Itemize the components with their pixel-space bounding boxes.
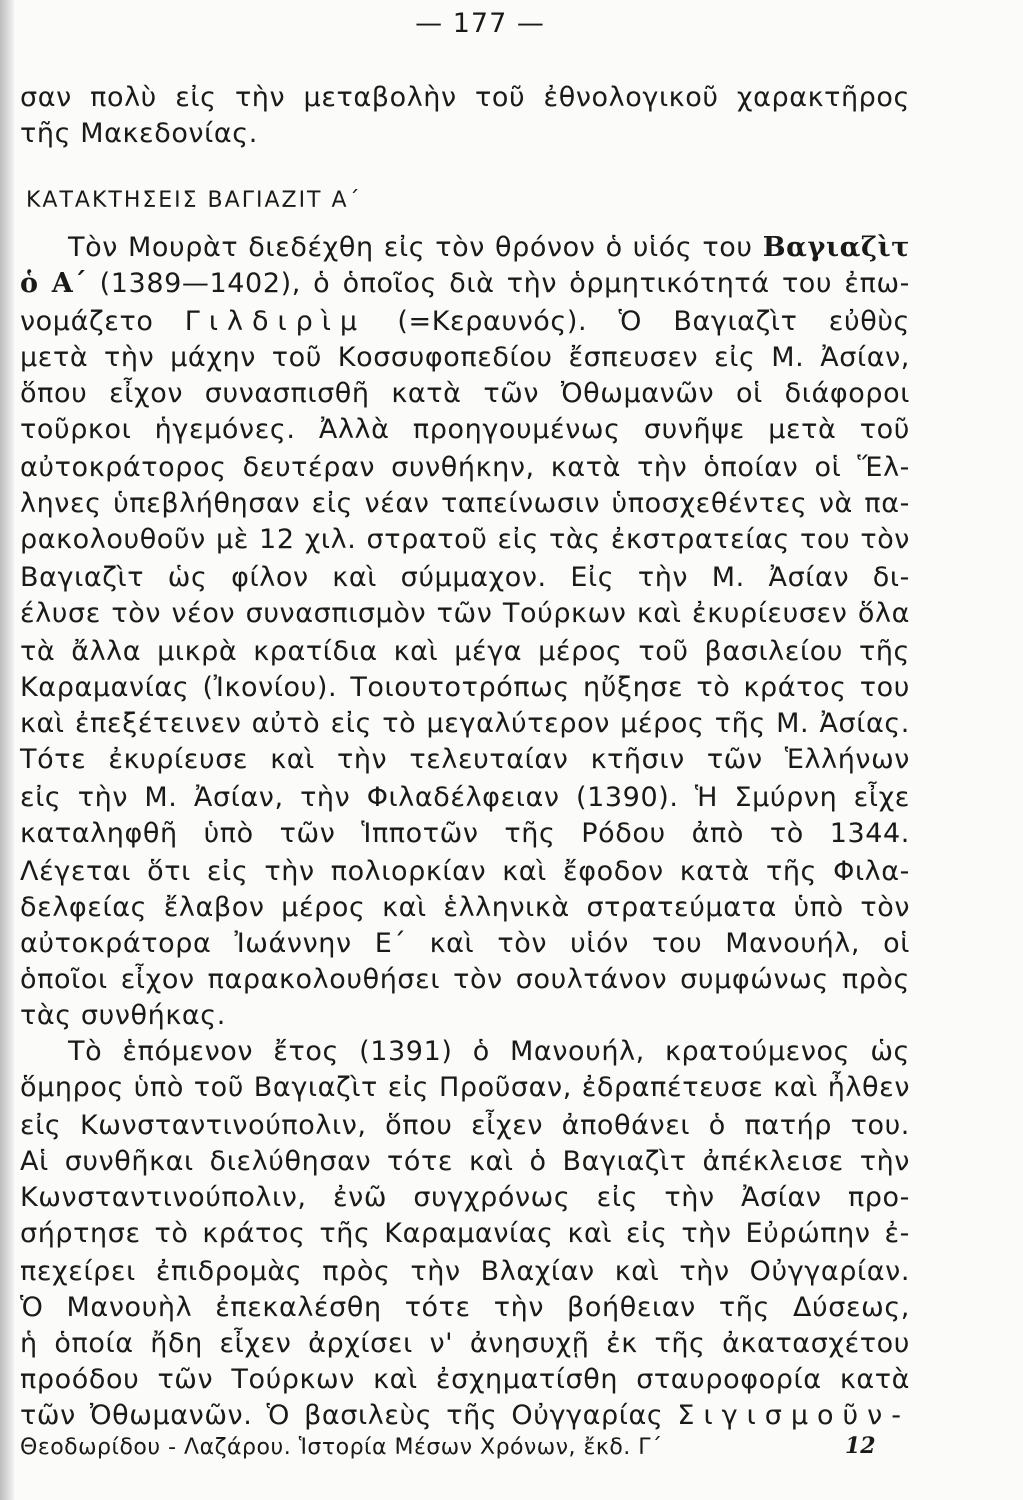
page-number: — 177 —: [415, 8, 545, 39]
text-line: Βαγιαζὶτ ὡς φίλον καὶ σύμμαχον. Εἰς τὴν Μ. Ἀσίαν δι-: [20, 562, 910, 593]
text-line: τοῦρκοι ἡγεμόνες. Ἀλλὰ προηγουμένως συνῆψε μετὰ τοῦ: [20, 414, 910, 445]
text-line: έλυσε τὸν νέον συνασπισμὸν τῶν Τούρκων καὶ ἐκυρίευσεν ὅλα: [20, 598, 910, 629]
text-line: αὐτοκράτορος δευτέραν συνθήκην, κατὰ τὴν ὁποίαν οἱ Ἕλ-: [20, 452, 910, 483]
text-line: ρακολουθοῦν μὲ 12 χιλ. στρατοῦ εἰς τὰς ἐκστρατείας του τὸν: [20, 524, 910, 555]
text-line: Λέγεται ὅτι εἰς τὴν πολιορκίαν καὶ ἔφοδον κατὰ τῆς Φιλα-: [20, 856, 910, 887]
text-line: τῶν Ὀθωμανῶν. Ὁ βασιλεὺς τῆς Οὐγγαρίας Σιγισμοῦν-: [20, 1400, 910, 1431]
text-line: Ὁ Μανουὴλ ἐπεκαλέσθη τότε τὴν βοήθειαν τῆς Δύσεως,: [20, 1292, 910, 1323]
text-line: νομάζετο Γιλδιρὶμ (=Κεραυνός). Ὁ Βαγιαζὶτ εὐθὺς: [20, 306, 910, 337]
bold-name: Βαγιαζὶτ: [762, 232, 911, 263]
text-line: Κωνσταντινούπολιν, ἐνῶ συγχρόνως εἰς τὴν Ἀσίαν προ-: [20, 1182, 910, 1213]
text-line: τὰ ἄλλα μικρὰ κρατίδια καὶ μέγα μέρος τοῦ βασιλείου τῆς: [20, 636, 910, 667]
text-line: τὰς συνθήκας.: [20, 1000, 226, 1031]
text-line: ληνες ὑπεβλήθησαν εἰς νέαν ταπείνωσιν ὑποσχεθέντες νὰ πα-: [20, 488, 910, 519]
text-line: πεχείρει ἐπιδρομὰς πρὸς τὴν Βλαχίαν καὶ τὴν Οὐγγαρίαν.: [20, 1256, 910, 1287]
text-line: δελφείας ἔλαβον μέρος καὶ ἑλληνικὰ στρατεύματα ὑπὸ τὸν: [20, 892, 910, 923]
text-line: τῆς Μακεδονίας.: [20, 118, 258, 149]
footer-citation: Θεοδωρίδου - Λαζάρου. Ἱστορία Μέσων Χρόνων, ἔκδ. Γ΄: [20, 1435, 663, 1460]
text-line: ὁ Α΄ (1389—1402), ὁ ὁποῖος διὰ τὴν ὁρμητικότητά του ἐπω-: [20, 268, 911, 299]
text-line: προόδου τῶν Τούρκων καὶ ἐσχηματίσθη σταυροφορία κατὰ: [20, 1364, 910, 1395]
spaced-name: Γιλδιρὶμ: [184, 306, 367, 337]
text-line: σήρτησε τὸ κράτος τῆς Καραμανίας καὶ εἰς τὴν Εὐρώπην ἐ-: [20, 1218, 910, 1249]
text-line: καταληφθῆ ὑπὸ τῶν Ἱπποτῶν τῆς Ρόδου ἀπὸ τὸ 1344.: [20, 818, 910, 849]
text-line: εἰς Κωνσταντινούπολιν, ὅπου εἶχεν ἀποθάνει ὁ πατήρ του.: [20, 1110, 910, 1141]
binding-shadow: [0, 0, 14, 1500]
text-line: ὅπου εἶχον συνασπισθῆ κατὰ τῶν Ὀθωμανῶν οἱ διάφοροι: [20, 378, 910, 409]
text-line: Τὸν Μουρὰτ διεδέχθη εἰς τὸν θρόνον ὁ υἱός του Βαγιαζὶτ: [68, 232, 911, 263]
text-line: ἡ ὁποία ἤδη εἶχεν ἀρχίσει ν' ἀνησυχῇ ἐκ τῆς ἀκατασχέτου: [20, 1328, 910, 1359]
bold-name: ὁ Α΄: [20, 268, 88, 299]
text-line: Καραμανίας (Ἰκονίου). Τοιουτοτρόπως ηὔξησε τὸ κράτος του: [20, 672, 910, 703]
text-line: Αἱ συνθῆκαι διελύθησαν τότε καὶ ὁ Βαγιαζὶτ ἀπέκλεισε τὴν: [20, 1146, 910, 1177]
text-line: ὅμηρος ὑπὸ τοῦ Βαγιαζὶτ εἰς Προῦσαν, ἐδραπέτευσε καὶ ἦλθεν: [20, 1072, 910, 1103]
text-line: ὁποῖοι εἶχον παρακολουθήσει τὸν σουλτάνον συμφώνως πρὸς: [20, 964, 910, 995]
text-line: σαν πολὺ εἰς τὴν μεταβολὴν τοῦ ἐθνολογικοῦ χαρακτῆρος: [20, 82, 910, 113]
text-line: Τὸ ἑπόμενον ἔτος (1391) ὁ Μανουήλ, κρατούμενος ὡς: [68, 1036, 910, 1067]
text-line: εἰς τὴν Μ. Ἀσίαν, τὴν Φιλαδέλφειαν (1390). Ἡ Σμύρνη εἶχε: [20, 782, 910, 813]
text-line: μετὰ τὴν μάχην τοῦ Κοσσυφοπεδίου ἔσπευσεν εἰς Μ. Ἀσίαν,: [20, 342, 910, 373]
signature-number: 12: [845, 1433, 876, 1459]
text-line: Τότε ἐκυρίευσε καὶ τὴν τελευταίαν κτῆσιν τῶν Ἑλλήνων: [20, 744, 910, 775]
section-heading: ΚΑΤΑΚΤΗΣΕΙΣ ΒΑΓΙΑΖΙΤ Α΄: [26, 188, 362, 213]
spaced-name: Σιγισμοῦν-: [677, 1400, 910, 1431]
text-line: καὶ ἐπεξέτεινεν αὐτὸ εἰς τὸ μεγαλύτερον μέρος τῆς Μ. Ἀσίας.: [20, 708, 910, 739]
text-line: αὐτοκράτορα Ἰωάννην Ε΄ καὶ τὸν υἱόν του Μανουήλ, οἱ: [20, 928, 910, 959]
